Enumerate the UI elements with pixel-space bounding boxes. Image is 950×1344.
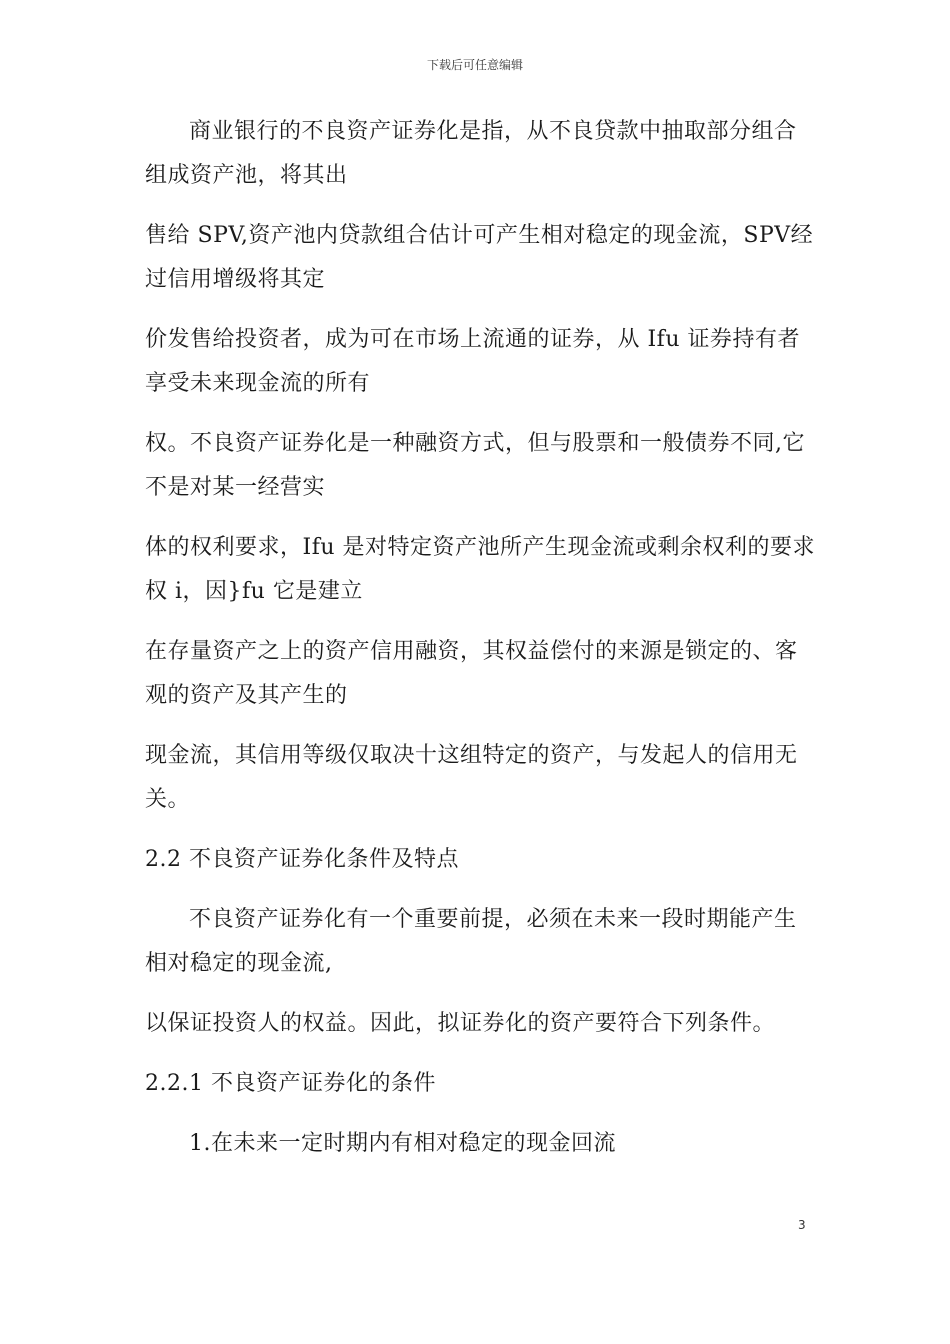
paragraph-5: 体的权利要求，Ifu 是对特定资产池所产生现金流或剩余权利的要求权 i，因}fu 它是建立 (145, 535, 815, 604)
paragraph-8: 不良资产证券化有一个重要前提，必须在未来一段时期能产生相对稳定的现金流, (145, 907, 797, 976)
paragraph-1: 商业银行的不良资产证券化是指，从不良贷款中抽取部分组合组成资产池，将其出 (145, 119, 797, 188)
paragraph-4: 权。不良资产证券化是一种融资方式，但与股票和一般债券不同,它不是对某一经营实 (145, 431, 805, 500)
paragraph-9: 以保证投资人的权益。因此，拟证券化的资产要符合下列条件。 (145, 1011, 776, 1036)
list-item-1: 1.在未来一定时期内有相对稳定的现金回流 (189, 1131, 616, 1156)
page-header: 下载后可任意编辑 (426, 58, 523, 72)
paragraph-2: 售给 SPV,资产池内贷款组合估计可产生相对稳定的现金流，SPV经过信用增级将其定 (145, 223, 814, 292)
paragraph-3: 价发售给投资者，成为可在市场上流通的证券，从 Ifu 证券持有者享受未来现金流的所有 (145, 327, 800, 396)
document-body (145, 110, 815, 1182)
section-heading-2-2: 2.2 不良资产证券化条件及特点 (145, 847, 459, 872)
paragraph-6: 在存量资产之上的资产信用融资，其权益偿付的来源是锁定的、客观的资产及其产生的 (145, 639, 798, 708)
section-heading-2-2-1: 2.2.1 不良资产证券化的条件 (145, 1071, 436, 1096)
paragraph-7: 现金流，其信用等级仅取决十这组特定的资产，与发起人的信用无关。 (145, 743, 798, 812)
page-number: 3 (798, 1218, 806, 1232)
